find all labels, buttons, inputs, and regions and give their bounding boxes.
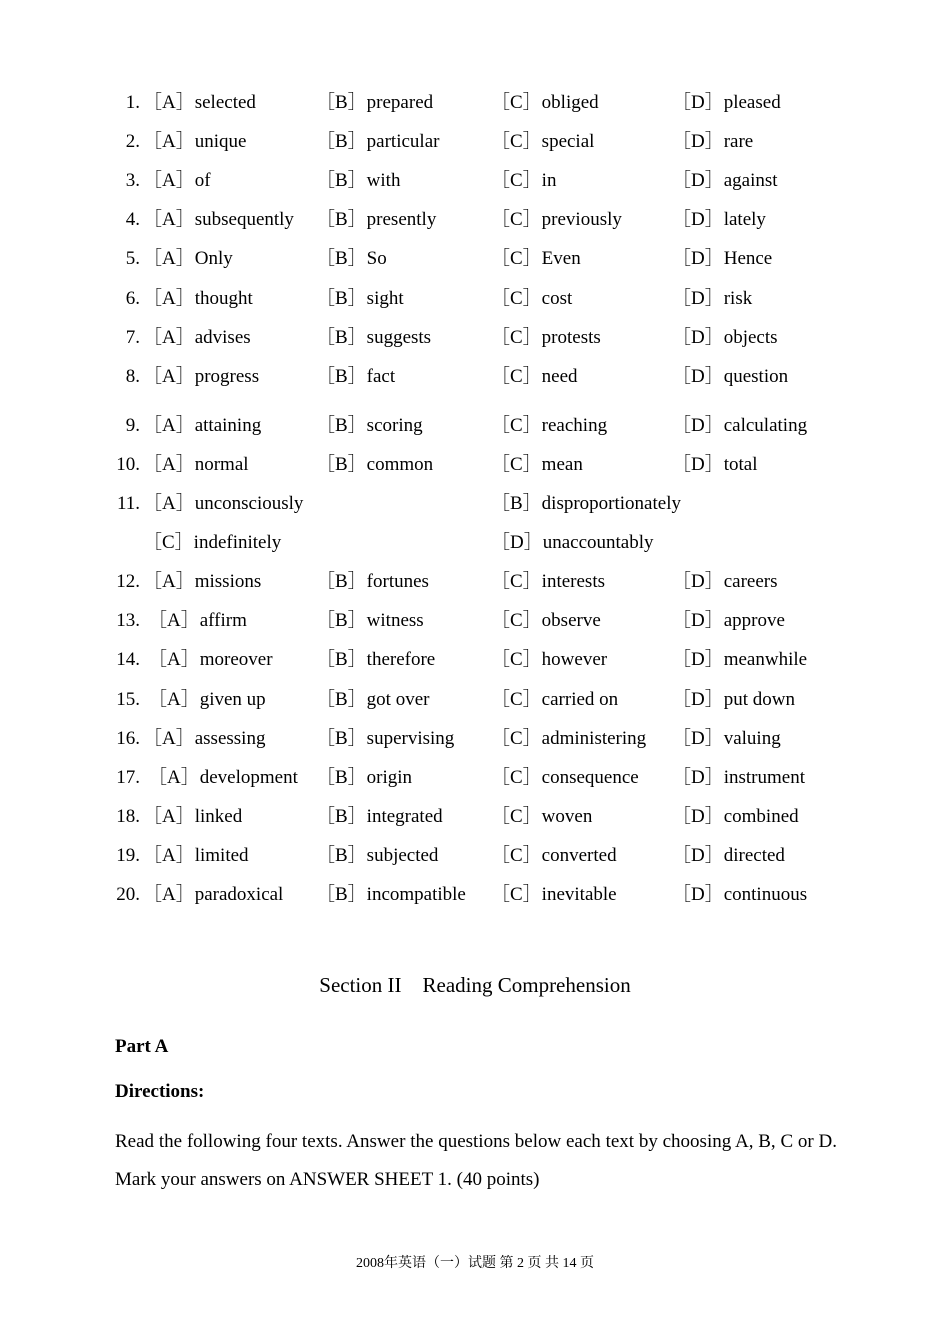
option-c: ［C］indefinitely — [143, 532, 282, 553]
section-title: Section II Reading Comprehension — [319, 973, 631, 997]
option-d: ［D］directed — [672, 845, 785, 866]
option-c: ［C］consequence — [491, 767, 639, 788]
question-row — [0, 765, 950, 804]
option-b: ［B］disproportionately — [491, 493, 681, 514]
option-b: ［B］subjected — [316, 845, 439, 866]
option-d: ［D］calculating — [672, 415, 808, 436]
option-b: ［B］incompatible — [316, 884, 466, 905]
question-row — [0, 413, 950, 452]
option-d: ［D］lately — [672, 209, 766, 230]
page-footer: 2008年英语（一）试题 第 2 页 共 14 页 — [356, 1256, 594, 1271]
option-d: ［D］instrument — [672, 767, 805, 788]
option-b: ［B］witness — [316, 610, 424, 631]
option-c: ［C］Even — [491, 248, 581, 269]
directions-text: Read the following four texts. Answer the questions below each text by choosing A, B, C or D. Mark your answers on ANSWER SHEET 1. (40 points) — [115, 1131, 837, 1190]
question-row — [0, 364, 950, 403]
option-a: ［A］development — [148, 767, 298, 788]
question-row — [0, 647, 950, 686]
option-b: ［B］got over — [316, 689, 430, 710]
option-c: ［C］in — [491, 170, 557, 191]
option-c: ［C］previously — [491, 209, 622, 230]
option-b: ［B］with — [316, 170, 401, 191]
option-b: ［B］fact — [316, 366, 396, 387]
option-c: ［C］need — [491, 366, 578, 387]
option-d: ［D］risk — [672, 288, 753, 309]
question-row — [0, 804, 950, 843]
option-b: ［B］supervising — [316, 728, 455, 749]
question-row-continued — [0, 530, 950, 569]
question-row — [0, 325, 950, 364]
option-a: ［A］paradoxical — [143, 884, 284, 905]
part-heading: Part A — [115, 1036, 169, 1057]
option-a: ［A］moreover — [148, 649, 273, 670]
question-number: 14. — [116, 649, 140, 670]
option-c: ［C］observe — [491, 610, 601, 631]
question-row — [0, 129, 950, 168]
question-number: 1. — [125, 92, 140, 113]
option-a: ［A］progress — [143, 366, 260, 387]
option-d: ［D］Hence — [672, 248, 773, 269]
option-c: ［C］carried on — [491, 689, 619, 710]
option-d: ［D］continuous — [672, 884, 808, 905]
option-b: ［B］scoring — [316, 415, 423, 436]
question-row — [0, 608, 950, 647]
option-d: ［D］valuing — [672, 728, 781, 749]
question-number: 6. — [125, 288, 140, 309]
option-b: ［B］integrated — [316, 806, 443, 827]
option-d: ［D］combined — [672, 806, 799, 827]
option-c: ［C］cost — [491, 288, 573, 309]
question-row — [0, 286, 950, 325]
question-row — [0, 207, 950, 246]
option-a: ［A］assessing — [143, 728, 266, 749]
question-number: 18. — [116, 806, 140, 827]
option-a: ［A］thought — [143, 288, 253, 309]
option-b: ［B］suggests — [316, 327, 432, 348]
option-d: ［D］pleased — [672, 92, 781, 113]
option-b: ［B］origin — [316, 767, 413, 788]
option-d: ［D］objects — [672, 327, 778, 348]
question-row — [0, 491, 950, 530]
question-number: 3. — [125, 170, 140, 191]
option-c: ［C］inevitable — [491, 884, 617, 905]
question-number: 10. — [116, 454, 140, 475]
option-a: ［A］missions — [143, 571, 262, 592]
question-number: 19. — [116, 845, 140, 866]
question-row — [0, 168, 950, 207]
option-c: ［C］administering — [491, 728, 647, 749]
option-d: ［D］careers — [672, 571, 778, 592]
option-c: ［C］reaching — [491, 415, 608, 436]
directions-label: Directions: — [115, 1081, 205, 1102]
option-d: ［D］against — [672, 170, 778, 191]
question-number: 4. — [125, 209, 140, 230]
option-d: ［D］unaccountably — [491, 532, 654, 553]
option-a: ［A］unconsciously — [143, 493, 304, 514]
question-row — [0, 687, 950, 726]
question-number: 7. — [125, 327, 140, 348]
option-c: ［C］special — [491, 131, 595, 152]
option-d: ［D］put down — [672, 689, 795, 710]
option-b: ［B］sight — [316, 288, 404, 309]
question-row — [0, 843, 950, 882]
option-b: ［B］therefore — [316, 649, 436, 670]
question-row — [0, 90, 950, 129]
option-c: ［C］however — [491, 649, 608, 670]
option-a: ［A］unique — [143, 131, 247, 152]
question-number: 12. — [116, 571, 140, 592]
option-a: ［A］affirm — [148, 610, 247, 631]
option-c: ［C］converted — [491, 845, 617, 866]
option-c: ［C］woven — [491, 806, 593, 827]
option-a: ［A］Only — [143, 248, 233, 269]
option-d: ［D］approve — [672, 610, 785, 631]
option-b: ［B］prepared — [316, 92, 434, 113]
option-a: ［A］advises — [143, 327, 251, 348]
option-b: ［B］common — [316, 454, 434, 475]
option-a: ［A］selected — [143, 92, 256, 113]
question-number: 16. — [116, 728, 140, 749]
question-number: 11. — [116, 493, 140, 514]
question-row — [0, 452, 950, 491]
option-c: ［C］protests — [491, 327, 601, 348]
option-a: ［A］limited — [143, 845, 249, 866]
option-c: ［C］mean — [491, 454, 583, 475]
question-number: 13. — [116, 610, 140, 631]
option-a: ［A］linked — [143, 806, 243, 827]
question-number: 5. — [125, 248, 140, 269]
option-d: ［D］question — [672, 366, 789, 387]
option-c: ［C］obliged — [491, 92, 599, 113]
option-a: ［A］subsequently — [143, 209, 294, 230]
option-d: ［D］meanwhile — [672, 649, 808, 670]
option-d: ［D］rare — [672, 131, 754, 152]
question-number: 17. — [116, 767, 140, 788]
question-row — [0, 569, 950, 608]
question-number: 15. — [116, 689, 140, 710]
option-a: ［A］given up — [148, 689, 266, 710]
question-number: 8. — [125, 366, 140, 387]
question-number: 2. — [125, 131, 140, 152]
option-a: ［A］normal — [143, 454, 249, 475]
option-b: ［B］particular — [316, 131, 440, 152]
option-a: ［A］attaining — [143, 415, 262, 436]
option-d: ［D］total — [672, 454, 758, 475]
option-c: ［C］interests — [491, 571, 605, 592]
option-b: ［B］presently — [316, 209, 437, 230]
option-a: ［A］of — [143, 170, 211, 191]
option-b: ［B］So — [316, 248, 387, 269]
question-number: 20. — [116, 884, 140, 905]
question-row — [0, 726, 950, 765]
question-number: 9. — [125, 415, 140, 436]
question-row — [0, 882, 950, 921]
question-row — [0, 246, 950, 285]
option-b: ［B］fortunes — [316, 571, 429, 592]
